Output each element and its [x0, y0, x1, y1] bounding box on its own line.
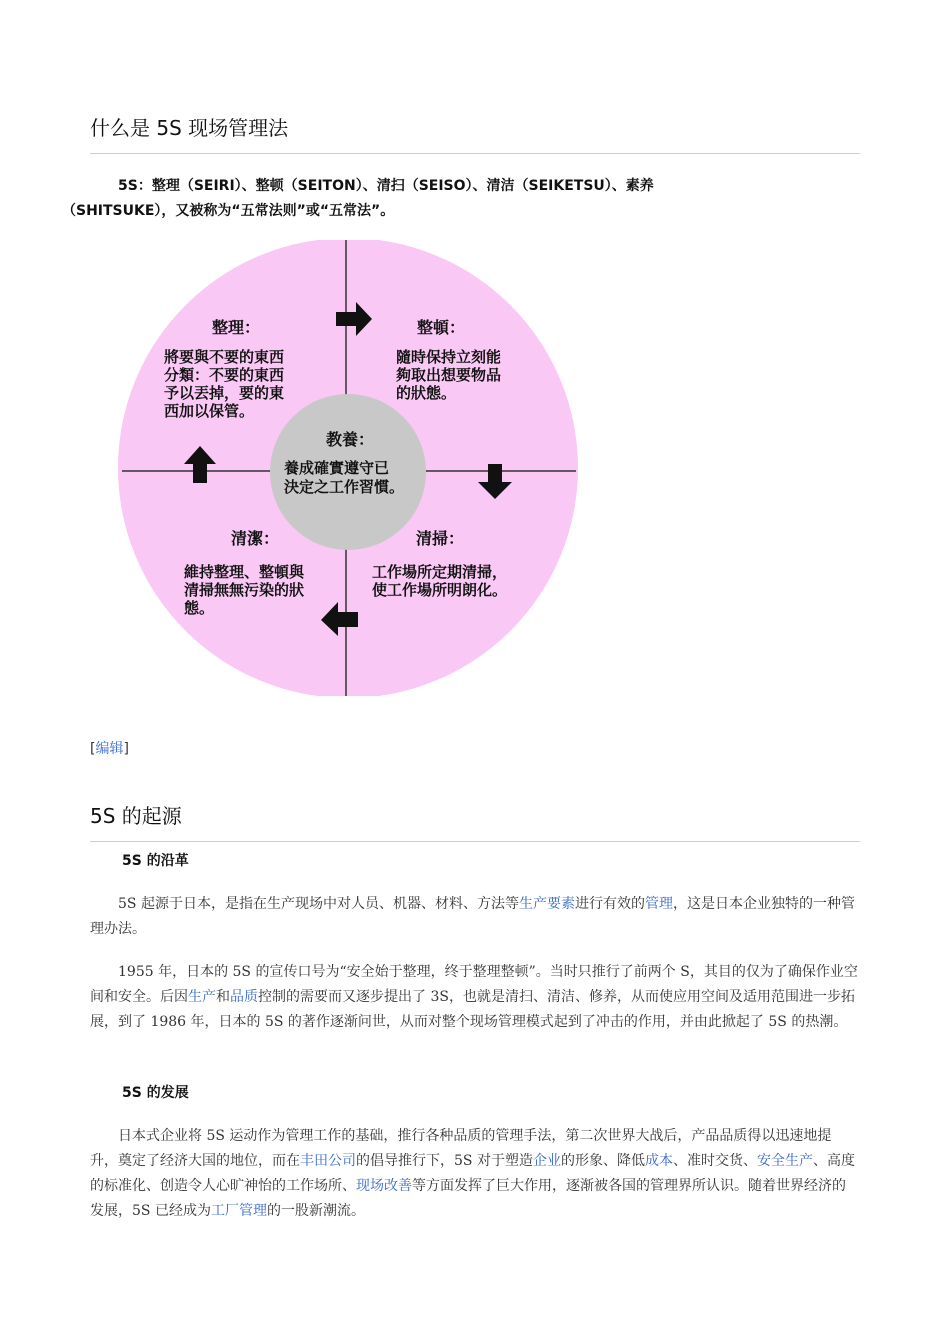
- q4-line-1: 工作場所定期清掃，: [372, 563, 508, 581]
- q3-line-3: 態。: [184, 599, 215, 617]
- q1-line-4: 西加以保管。: [164, 402, 255, 420]
- section-title-what-is-5s: 什么是 5S 现场管理法: [90, 112, 860, 154]
- link-cost[interactable]: 成本: [644, 1153, 673, 1169]
- edit-section-link-wrap: [90, 738, 129, 758]
- paragraph-history-2: 1955 年，日本的 5S 的宣传口号为“安全始于整理，终于整理整顿”。当时只推行了前两个 S，其目的仅为了确保作业空间和安全。后因生产和品质控制的需要而又逐步提出了 3S，也就是清扫、清洁、修养，从而使应用空间及适用范围进一步拓展，到了 1986 年，日本的 5S 的著作逐渐问世，从而对整个现场管理模式起到了冲击的作用，并由此掀起了 5S 的热潮。: [90, 964, 858, 1030]
- q1-line-3: 予以丟掉，要的東: [164, 384, 285, 402]
- center-line-1: 養成確實遵守已: [284, 459, 390, 477]
- center-line-2: 決定之工作習慣。: [284, 478, 405, 496]
- paragraph-development: 日本式企业将 5S 运动作为管理工作的基础，推行各种品质的管理手法，第二次世界大战后，产品品质得以迅速地提升，奠定了经济大国的地位，而在丰田公司的倡导推行下，5S 对于塑造企业的形象、降低成本、准时交货、安全生产、高度的标准化、创造令人心旷神怡的工作场所、现场改善等方面发挥了巨大作用，逐渐被各国的管理界所认识。随着世界经济的发展，5S 已经成为工厂管理的一股新潮流。: [90, 1128, 855, 1219]
- link-toyota[interactable]: 丰田公司: [300, 1153, 356, 1169]
- link-onsite-improvement[interactable]: 现场改善: [356, 1178, 412, 1194]
- intro-line-2: （SHITSUKE），又被称为“五常法则”或“五常法”。: [62, 203, 395, 219]
- q3-line-1: 維持整理、整頓與: [184, 563, 305, 581]
- q2-line-3: 的狀態。: [396, 384, 457, 402]
- q1-line-2: 分類：不要的東西: [164, 366, 285, 384]
- link-quality[interactable]: 品质: [230, 989, 258, 1005]
- link-production-factors[interactable]: 生产要素: [518, 896, 575, 912]
- 5s-cycle-diagram: [118, 240, 580, 696]
- center-title: 教養：: [325, 430, 375, 449]
- q2-line-1: 隨時保持立刻能: [396, 348, 502, 366]
- q3-line-2: 清掃無無污染的狀: [184, 581, 305, 599]
- link-management[interactable]: 管理: [644, 896, 673, 912]
- q1-line-1: 將要與不要的東西: [164, 348, 285, 366]
- link-enterprise[interactable]: 企业: [532, 1153, 561, 1169]
- link-safe-production[interactable]: 安全生产: [756, 1153, 813, 1169]
- q4-title: 清掃：: [415, 529, 465, 548]
- intro-line-1: 5S：整理（SEIRI）、整顿（SEITON）、清扫（SEISO）、清洁（SEIKETSU）、素养: [118, 178, 654, 194]
- edit-bracket-open: [: [90, 741, 96, 757]
- intro-paragraph: [62, 174, 858, 224]
- q2-title: 整頓：: [416, 318, 466, 337]
- paragraph-history-1: 5S 起源于日本，是指在生产现场中对人员、机器、材料、方法等生产要素进行有效的管理，这是日本企业独特的一种管理办法。: [90, 896, 855, 937]
- q3-title: 清潔：: [230, 529, 280, 548]
- link-factory-management[interactable]: 工厂管理: [210, 1203, 267, 1219]
- q4-line-2: 使工作場所明朗化。: [372, 581, 508, 599]
- section-title-origin: 5S 的起源: [90, 800, 860, 842]
- subheading-development: 5S 的发展: [122, 1085, 189, 1101]
- link-production[interactable]: 生产: [188, 989, 216, 1005]
- subheading-history: 5S 的沿革: [122, 853, 189, 869]
- q1-title: 整理：: [211, 318, 261, 337]
- q2-line-2: 夠取出想要物品: [396, 366, 502, 384]
- edit-bracket-close: ]: [123, 741, 129, 757]
- edit-link[interactable]: 编辑: [95, 741, 124, 757]
